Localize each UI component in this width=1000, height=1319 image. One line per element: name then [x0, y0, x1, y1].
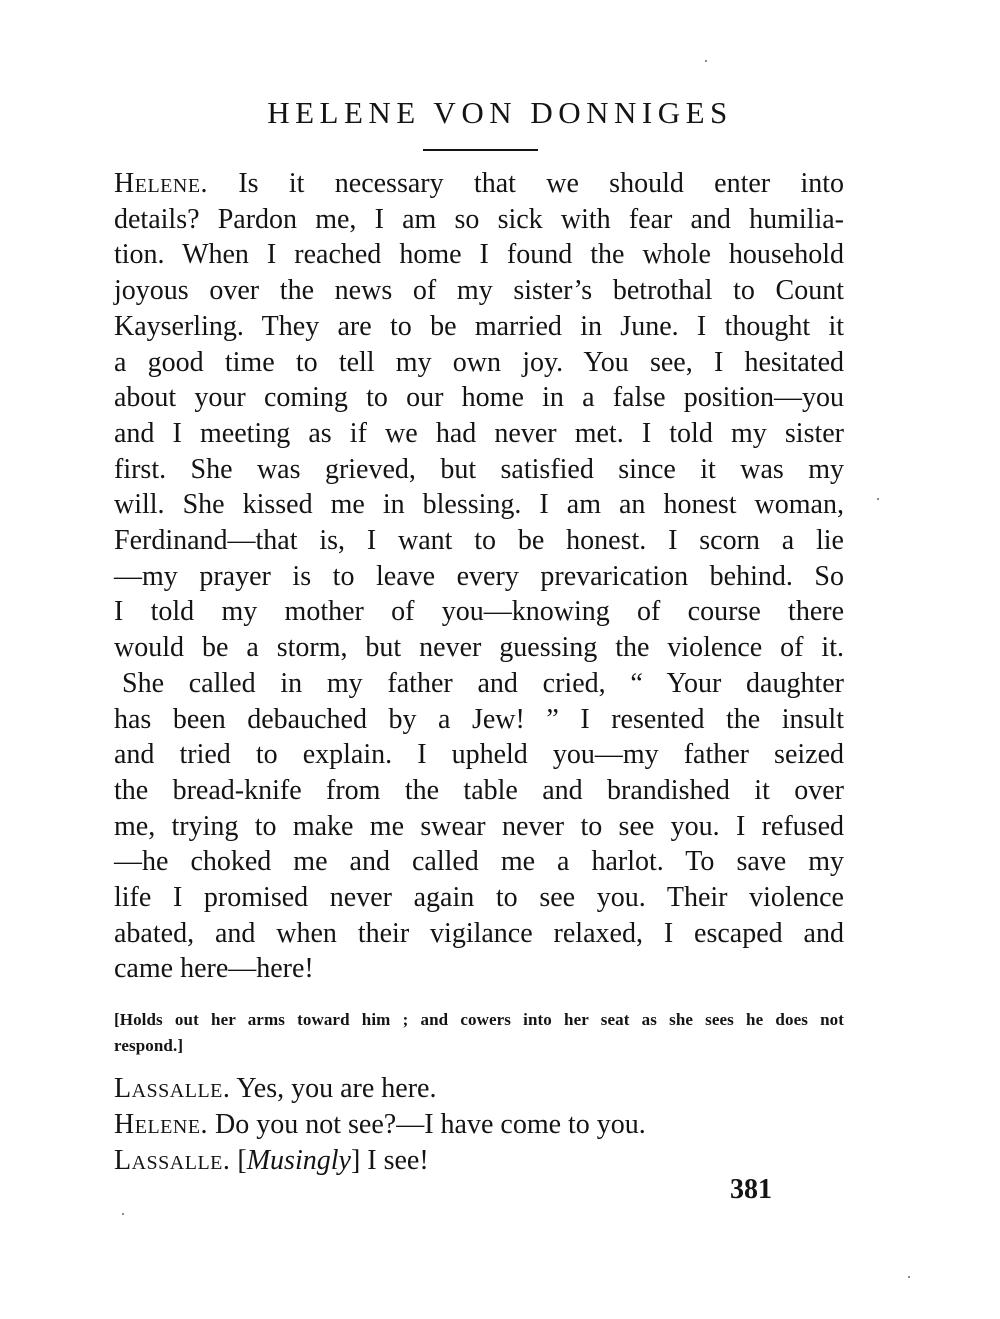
- text-line: a good time to tell my own joy. You see, I hesitated: [114, 346, 844, 378]
- body-text: [114, 166, 844, 1179]
- speech-helene-long: [114, 166, 844, 987]
- text-line: She called in my father and cried, “ Your daughter: [122, 667, 844, 699]
- scan-speck: [908, 1276, 910, 1278]
- page-number: 381: [730, 1174, 772, 1205]
- text-line: details? Pardon me, I am so sick with fear and humilia-: [114, 203, 844, 235]
- stage-direction-inline: Musingly: [246, 1145, 351, 1177]
- running-head: HELENE VON DONNIGES: [267, 95, 733, 130]
- speech-lassalle-1: [114, 1071, 844, 1107]
- stage-line: [Holds out her arms toward him ; and cowers into her seat as she sees he does not: [114, 1010, 844, 1030]
- text-line: life I promised never again to see you. Their violence: [114, 882, 844, 914]
- text-line: tion. When I reached home I found the whole household: [114, 239, 844, 271]
- text-line: will. She kissed me in blessing. I am an honest woman,: [114, 489, 844, 521]
- scan-speck: [705, 60, 707, 62]
- text-line: first. She was grieved, but satisfied since it was my: [114, 453, 844, 485]
- stage-direction: [114, 1007, 844, 1059]
- text-line: Kayserling. They are to be married in June. I thought it: [114, 310, 844, 342]
- close-bracket: ]: [350, 1145, 361, 1177]
- speaker-name: Helene.: [114, 168, 209, 199]
- text-line: has been debauched by a Jew! ” I resented the insult: [114, 703, 844, 735]
- text-line: and tried to explain. I upheld you—my father seized: [114, 739, 844, 771]
- open-bracket: [: [237, 1145, 247, 1177]
- scan-speck: [877, 498, 879, 500]
- title-rule: [423, 149, 538, 151]
- text-line: about your coming to our home in a false position—you: [114, 382, 844, 414]
- text-line: Helene. Is it necessary that we should enter into: [114, 168, 845, 199]
- speech-text: Do you not see?—I have come to you.: [215, 1109, 646, 1141]
- speech-text: I see!: [367, 1145, 429, 1177]
- speaker-name: Lassalle.: [114, 1145, 231, 1177]
- text-line: —he choked me and called me a harlot. To save my: [114, 846, 844, 878]
- text-line: abated, and when their vigilance relaxed, I escaped and: [114, 917, 844, 949]
- speech-text: Yes, you are here.: [236, 1073, 437, 1105]
- speech-helene-2: [114, 1107, 844, 1143]
- speaker-name: Lassalle.: [114, 1073, 231, 1105]
- speaker-name: Helene.: [114, 1109, 209, 1141]
- text-line: I told my mother of you—knowing of course there: [114, 596, 844, 628]
- text-line: and I meeting as if we had never met. I told my sister: [114, 417, 844, 449]
- text-line: me, trying to make me swear never to see you. I refused: [114, 810, 844, 842]
- text-line: came here—here!: [114, 953, 314, 985]
- text-line: Ferdinand—that is, I want to be honest. I scorn a lie: [114, 525, 844, 557]
- scan-speck: [122, 1213, 124, 1215]
- text-line: the bread-knife from the table and brandished it over: [114, 774, 844, 806]
- stage-line: respond.]: [114, 1036, 184, 1056]
- text-line: joyous over the news of my sister’s betrothal to Count: [114, 275, 844, 307]
- text-line: would be a storm, but never guessing the violence of it.: [114, 632, 844, 664]
- text-line: —my prayer is to leave every prevarication behind. So: [114, 560, 844, 592]
